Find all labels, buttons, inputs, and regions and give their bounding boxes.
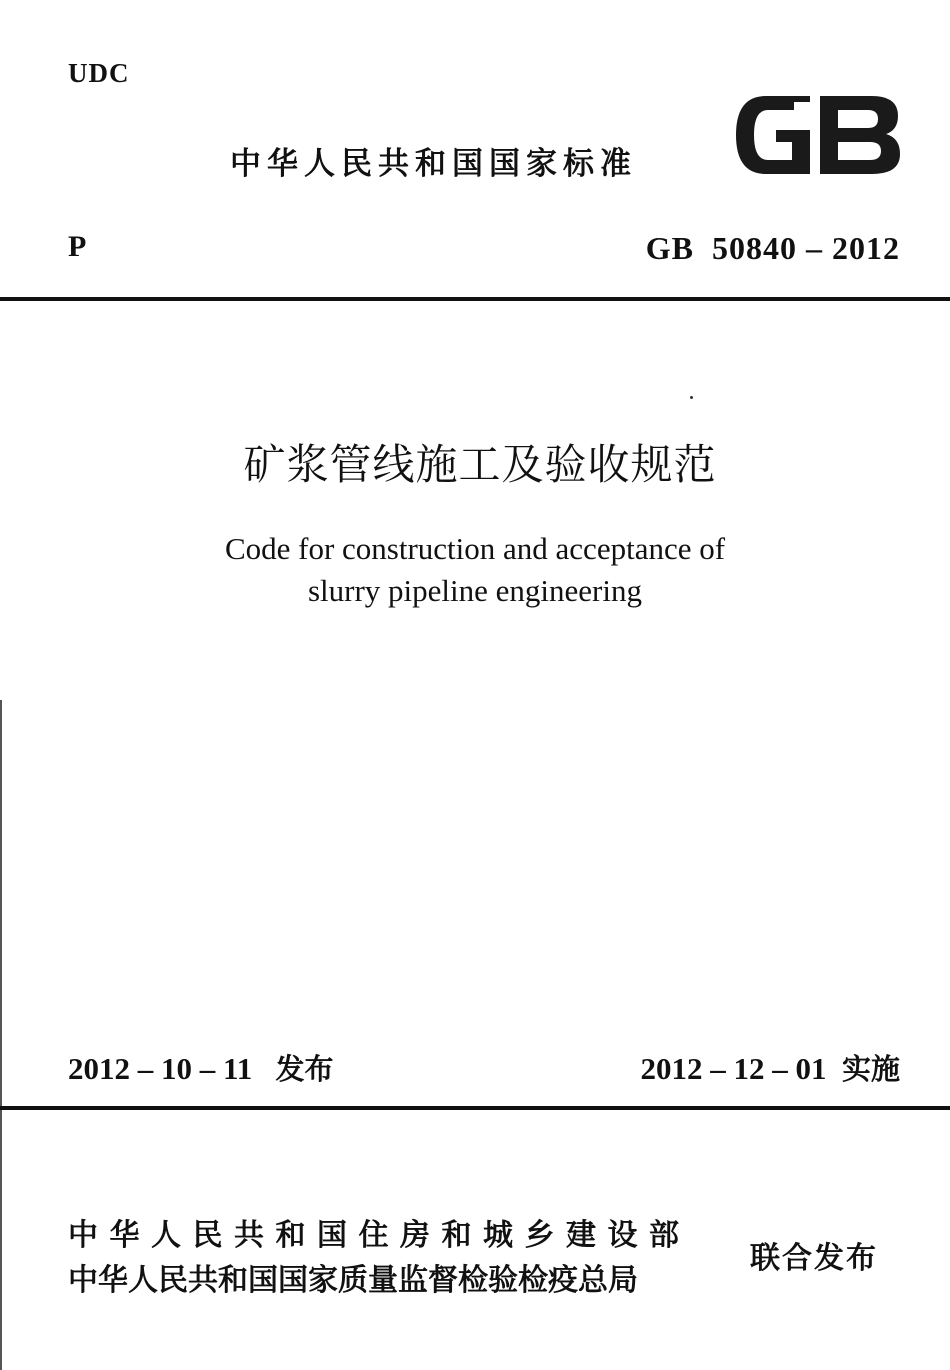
gb-logo-icon [732, 92, 904, 178]
standard-number: GB 50840 – 2012 [645, 230, 900, 266]
udc-label: UDC [68, 58, 130, 88]
title-english-line2: slurry pipeline engineering [307, 573, 642, 608]
bottom-divider [0, 1106, 950, 1110]
title-english [0, 528, 950, 612]
implement-date-block [640, 1047, 900, 1088]
issue-date: 2012 – 10 – 11 [68, 1051, 253, 1086]
joint-issue-label: 联合发布 [750, 1241, 878, 1276]
title-english-line1: Code for construction and acceptance of [224, 531, 726, 566]
title-chinese: 矿浆管线施工及验收规范 [243, 440, 717, 489]
category-code: P [68, 230, 87, 263]
issue-label: 发布 [275, 1052, 334, 1086]
page-edge-shadow [0, 700, 2, 1370]
scan-speck [690, 396, 693, 399]
issuer-aqsiq: 中华人民共和国国家质量监督检验检疫总局 [68, 1263, 638, 1298]
issue-date-block [68, 1047, 334, 1088]
top-divider [0, 297, 950, 301]
standard-title: 中华人民共和国国家标准 [230, 146, 637, 182]
implement-date: 2012 – 12 – 01 [640, 1051, 827, 1086]
issuer-ministry-housing: 中华人民共和国住房和城乡建设部 [68, 1218, 691, 1253]
implement-label: 实施 [841, 1052, 900, 1086]
